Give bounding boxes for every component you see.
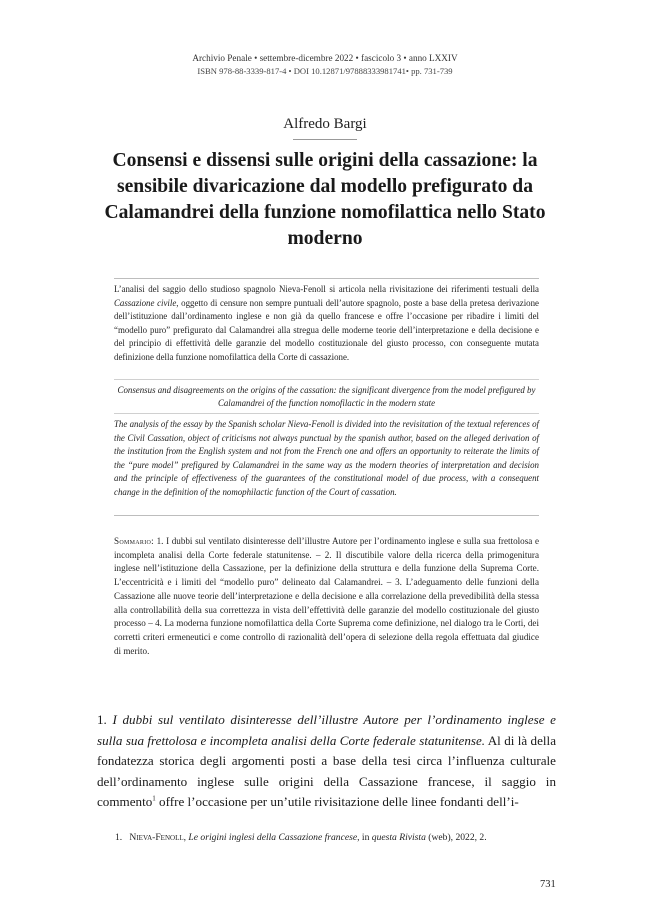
footnote-work-title: Le origini inglesi della Cassazione francese [188, 832, 358, 843]
abstract-italian [114, 283, 539, 365]
abstract-divider [114, 413, 539, 414]
body-text-part1: Al di là della fondatezza storica degli argomenti posti a base della tesi circa l’influenza culturale dell’ordinamento inglese sulle origini della Cassazione francese, il saggio in commento [97, 732, 557, 810]
article-title: Consensi e dissensi sulle origini della cassazione: la sensibile divaricazione dal modello prefigurato da Calamandrei della funzione nomofilattica nello Stato moderno [104, 150, 546, 249]
isbn-doi-line: ISBN 978-88-3339-817-4 • DOI 10.12871/97888333981741• pp. 731-739 [197, 65, 453, 76]
author-name: Alfredo Bargi [283, 116, 367, 132]
footnote-author: Nieva-Fenoll [129, 832, 184, 843]
section-heading: I dubbi sul ventilato disinteresse dell’illustre Autore per l’ordinamento inglese e sulla sua frettolosa e incompleta analisi della Corte federale statunitense. [97, 712, 556, 748]
footnote-separator: , [183, 832, 189, 843]
page-number: 731 [540, 879, 556, 890]
journal-header [0, 52, 650, 77]
abstract-italian-part2: , oggetto di censure non sempre puntuali dell’autore spagnolo, poste a base della pretesa derivazione dell’istituzione dall’ordinamento inglese e non già da quello francese e offre l’occasione per ribadire i limiti del “modello puro” prefigurato dal Calamandrei alla stregua delle moderne teorie dell’interpretazione e della decisione e del principio di effettività delle garanzie del modello costituzionale del giusto processo, con conseguente mutata definizione della funzione nomofilattica della Corte di cassazione. [114, 297, 539, 362]
footnote-journal: questa Rivista [371, 832, 426, 843]
body-paragraph [97, 710, 556, 813]
abstract-italian-part1: L’analisi del saggio dello studioso spagnolo Nieva-Fenoll si articola nella rivisitazione dei riferimenti testuali della [114, 284, 539, 294]
table-of-contents-summary [114, 535, 539, 658]
footnote-rest: (web), 2022, 2. [425, 832, 487, 843]
abstract-italian-emphasis: Cassazione civile [114, 297, 177, 308]
summary-text: 1. I dubbi sul ventilato disinteresse dell’illustre Autore per l’ordinamento inglese e sulla sua frettolosa e incompleta analisi della Corte federale statunitense. – 2. Il discutibile valore della ricerca della primogenitura inglese nell’istituzione della Cassazione, per la definizione della struttura e della funzione della Suprema Corte. L’eccentricità e i limiti del “modello puro” delineato dal Calamandrei. – 3. L’adeguamento delle funzioni della Cassazione alle nuove teorie dell’interpretazione e della decisione e alla correlazione della prevedibilità della stessa alla controllabilità della sua correttezza in vista dell’effettività delle garanzie del modello costituzionale del giusto processo – 4. La moderna funzione nomofilattica della Corte Suprema come definizione, nel dialogo tra le Corti, dei corretti criteri ermeneutici e come controllo di razionalità dell’opera di selezione della regola effettuata dal giudice di merito. [114, 536, 539, 656]
author-divider [293, 139, 357, 140]
footnote-number: 1. [115, 832, 123, 843]
abstract-section [114, 278, 539, 516]
journal-info-line: Archivio Penale • settembre-dicembre 2022 • fascicolo 3 • anno LXXIV [192, 53, 458, 63]
footnote [115, 831, 555, 844]
abstract-english: The analysis of the essay by the Spanish scholar Nieva-Fenoll is divided into the revisitation of the textual references of the Civil Cassation, object of criticisms not always punctual by the spanish author, based on the alleged derivation of the institution from the English system and not from the French one and offers an opportunity to reiterate the limits of the “pure model” prefigured by Calamandrei in the same way as the modern theories of interpretation and decision and the principle of effectiveness of the guarantees of the constitutional model of due process, with a consequent change in the definition of the nomophilactic function of the Court of cassation. [114, 419, 539, 497]
body-text-part2: offre l’occasione per un’utile rivisitazione delle linee fondanti dell’i- [155, 794, 519, 810]
abstract-divider [114, 379, 539, 380]
footnote-separator: , in [357, 832, 372, 843]
summary-label: Sommario: [114, 536, 154, 546]
section-number: 1. [97, 712, 113, 727]
english-title: Consensus and disagreements on the origins of the cassation: the significant divergence from the model prefigured by Calamandrei of the function nomofilactic in the modern state [117, 385, 536, 409]
footnote-reference[interactable]: 1 [152, 795, 156, 804]
